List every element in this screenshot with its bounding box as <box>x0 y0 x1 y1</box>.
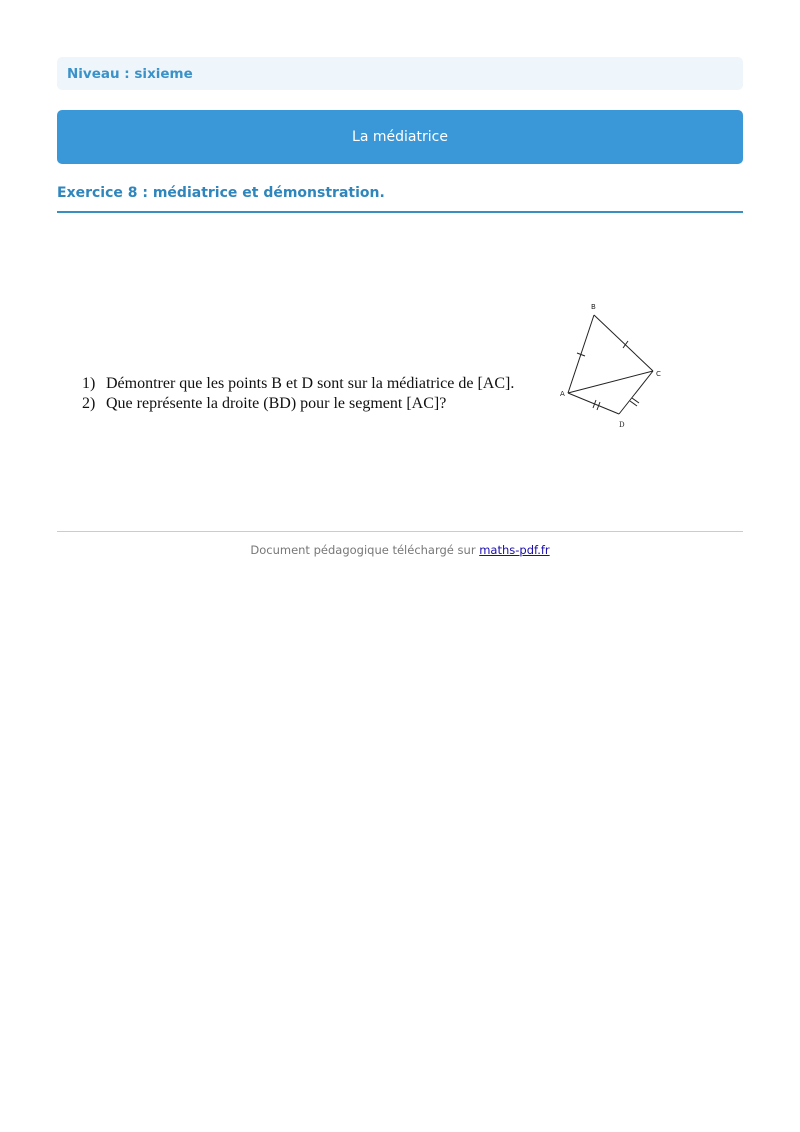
footer-divider <box>57 531 743 532</box>
page-title: La médiatrice <box>352 129 448 145</box>
segment-ad <box>568 393 619 414</box>
kite-figure <box>552 298 672 434</box>
question-text: Démontrer que les points B et D sont sur la médiatrice de [AC]. <box>106 375 515 392</box>
exercise-title: Exercice 8 : médiatrice et démonstration. <box>57 185 743 213</box>
double-tick-cd <box>632 398 639 403</box>
question-number: 2) <box>82 395 96 412</box>
question-number: 1) <box>82 375 96 392</box>
question-item <box>82 394 514 414</box>
double-tick-cd <box>630 401 637 406</box>
footer-text: Document pédagogique téléchargé sur <box>250 543 480 557</box>
level-box <box>57 57 743 90</box>
footer-link[interactable]: maths-pdf.fr <box>479 543 550 557</box>
title-banner <box>57 110 743 164</box>
segment-cd <box>619 371 653 414</box>
level-label: Niveau : sixieme <box>67 65 193 82</box>
segment-ac <box>568 371 653 393</box>
footer <box>0 543 800 557</box>
point-label-d: D <box>619 421 625 429</box>
question-item <box>82 374 514 394</box>
segment-bc <box>594 315 653 371</box>
point-label-b: B <box>591 303 596 311</box>
point-label-c: C <box>656 370 661 378</box>
point-label-a: A <box>560 390 565 398</box>
question-list <box>82 374 514 414</box>
question-text: Que représente la droite (BD) pour le segment [AC]? <box>106 395 447 412</box>
